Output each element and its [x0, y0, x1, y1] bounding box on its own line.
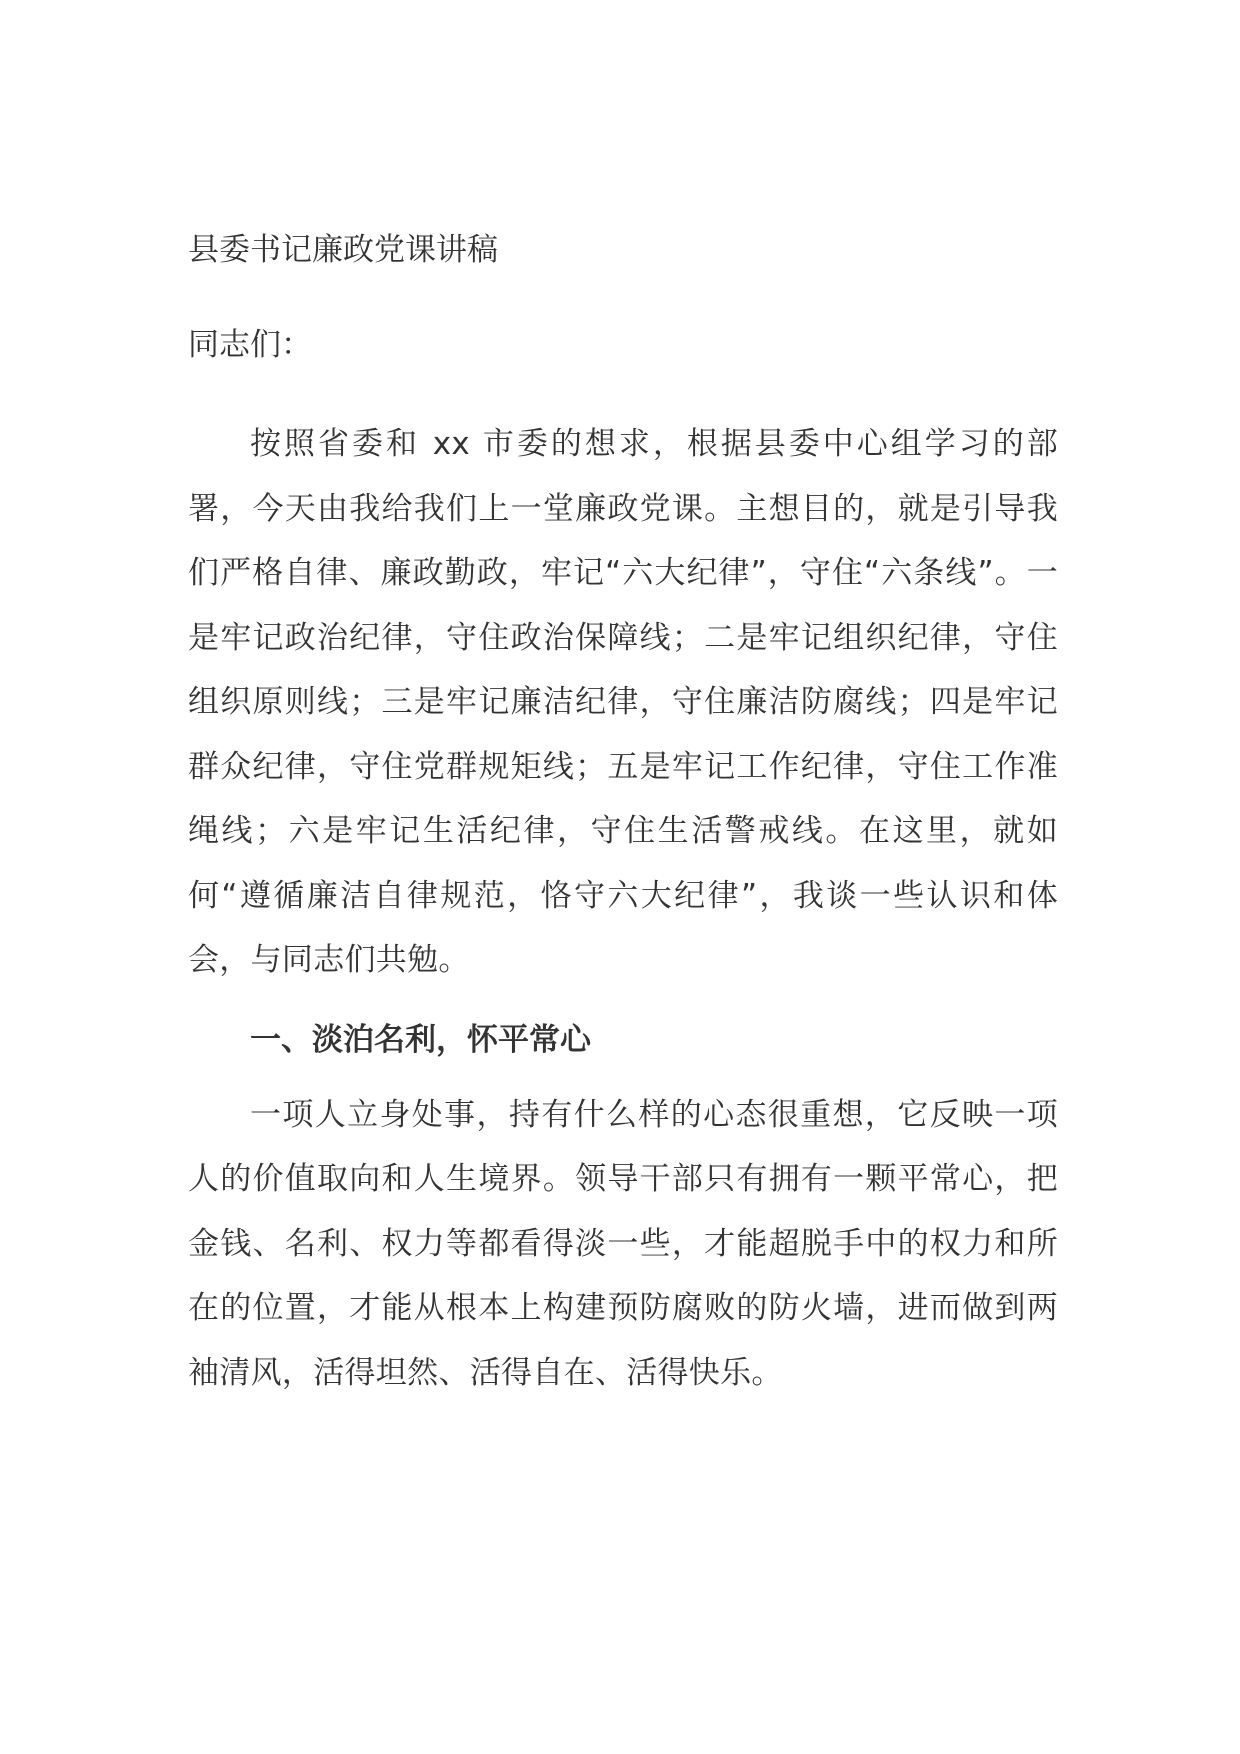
- body-paragraph: 一项人立身处事，持有什么样的心态很重想，它反映一项人的价值取向和人生境界。领导干部只有拥有一颗平常心，把金钱、名利、权力等都看得淡一些，才能超脱手中的权力和所在的位置，才能从根本上构建预防腐败的防火墙，进而做到两袖清风，活得坦然、活得自在、活得快乐。: [188, 1096, 1058, 1391]
- document-body: [188, 220, 1058, 1405]
- section-heading: 一、淡泊名利，怀平常心: [250, 1021, 591, 1058]
- intro-paragraph: 按照省委和 xx 市委的想求，根据县委中心组学习的部署，今天由我给我们上一堂廉政党课。主想目的，就是引导我们严格自律、廉政勤政，牢记“六大纪律”，守住“六条线”。一是牢记政治纪律，守住政治保障线；二是牢记组织纪律，守住组织原则线；三是牢记廉洁纪律，守住廉洁防腐线；四是牢记群众纪律，守住党群规矩线；五是牢记工作纪律，守住工作准绳线；六是牢记生活纪律，守住生活警戒线。在这里，就如何“遵循廉洁自律规范，恪守六大纪律”，我谈一些认识和体会，与同志们共勉。: [188, 426, 1058, 978]
- salutation: 同志们：: [188, 327, 312, 363]
- document-title: 县委书记廉政党课讲稿: [188, 232, 498, 268]
